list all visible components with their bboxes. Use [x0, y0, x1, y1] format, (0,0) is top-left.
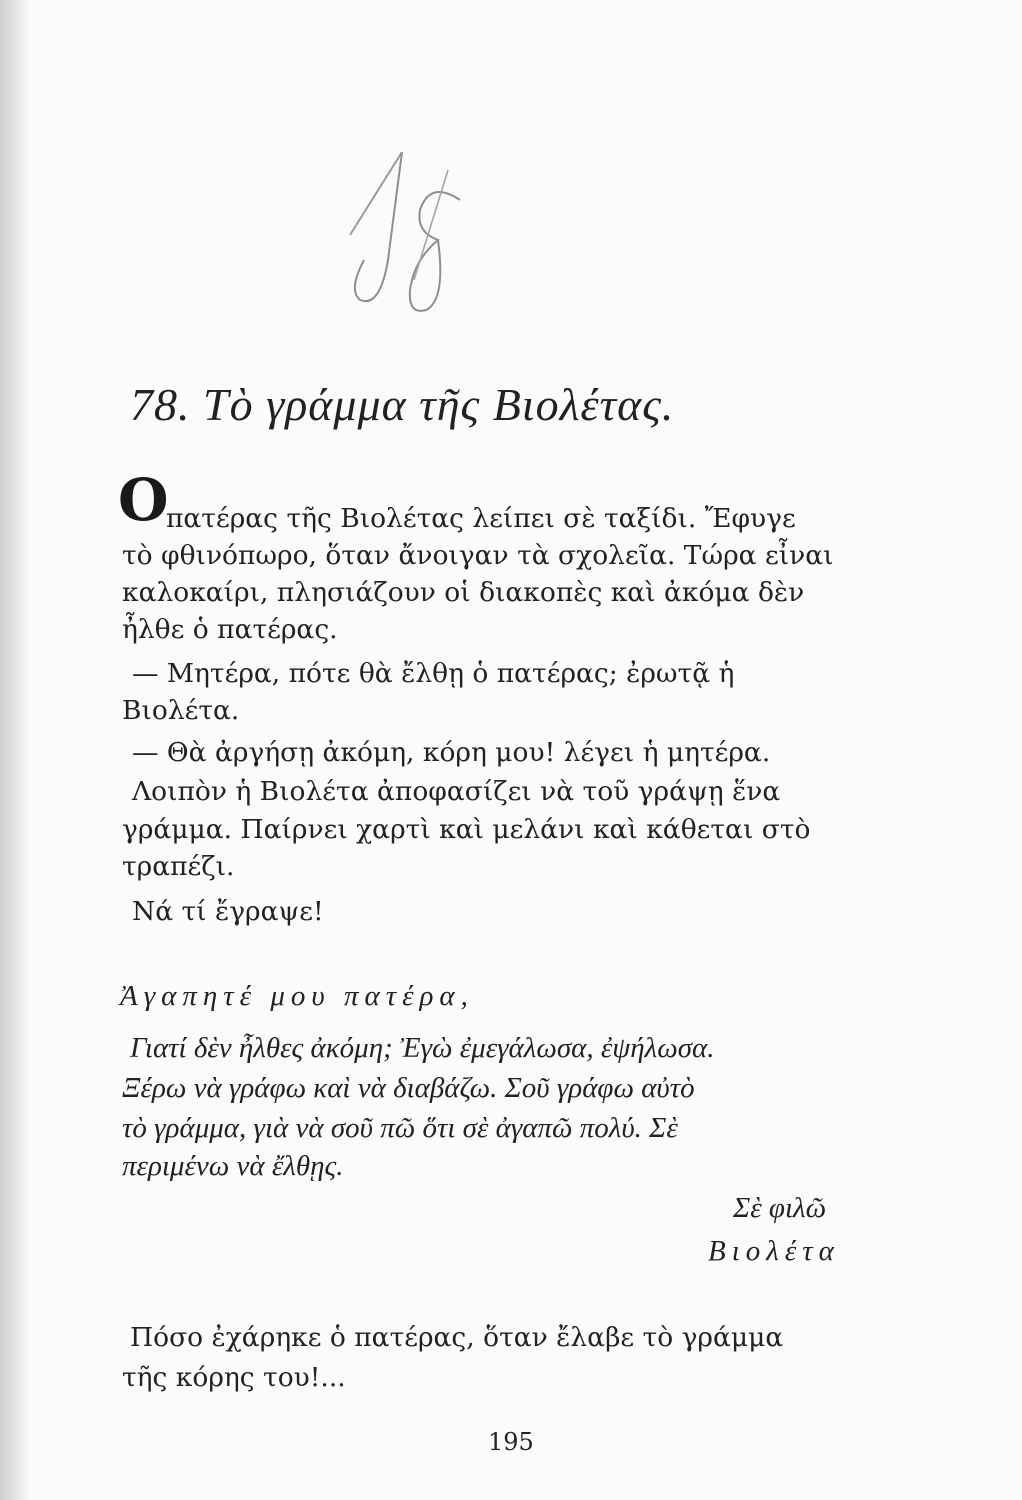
- text-line: τὸ φθινόπωρο, ὅταν ἄνοιγαν τὰ σχολεῖα. Τώρα εἶναι: [122, 540, 834, 571]
- text-line: ἦλθε ὁ πατέρας.: [122, 614, 338, 645]
- letter-line: Ξέρω νὰ γράφω καὶ νὰ διαβάζω. Σοῦ γράφω αὐτὸ: [122, 1072, 695, 1104]
- dialogue-line: — Μητέρα, πότε θὰ ἔλθῃ ὁ πατέρας; ἐρωτᾷ ἡ: [132, 658, 735, 689]
- letter-line: περιμένω νὰ ἔλθῃς.: [122, 1150, 344, 1182]
- page-title: 78. Τὸ γράμμα τῆς Βιολέτας.: [130, 379, 675, 430]
- text-line: καλοκαίρι, πλησιάζουν οἱ διακοπὲς καὶ ἀκόμα δὲν: [122, 577, 805, 608]
- pencil-number-mark: [330, 140, 470, 340]
- ending-line: τῆς κόρης του!...: [122, 1362, 346, 1393]
- page-number: 195: [488, 1428, 534, 1456]
- letter-closing: Σὲ φιλῶ: [733, 1192, 827, 1224]
- letter-signature: Βιολέτα: [708, 1235, 840, 1267]
- text-line: Νά τί ἔγραψε!: [132, 896, 324, 927]
- dialogue-line: Βιολέτα.: [122, 695, 240, 726]
- dialogue-line: — Θὰ ἀργήσῃ ἀκόμη, κόρη μου! λέγει ἡ μητέρα.: [132, 737, 771, 768]
- text-line: πατέρας τῆς Βιολέτας λείπει σὲ ταξίδι. Ἔφυγε: [166, 503, 796, 534]
- text-line: γράμμα. Παίρνει χαρτὶ καὶ μελάνι καὶ κάθεται στὸ: [122, 814, 811, 845]
- letter-salutation: Ἀγαπητέ μου πατέρα,: [120, 980, 474, 1012]
- text-line: Λοιπὸν ἡ Βιολέτα ἀποφασίζει νὰ τοῦ γράψῃ ἕνα: [132, 776, 781, 807]
- page-edge-shadow: [0, 0, 30, 1500]
- ending-line: Πόσο ἐχάρηκε ὁ πατέρας, ὅταν ἔλαβε τὸ γράμμα: [130, 1322, 784, 1353]
- letter-line: Γιατί δὲν ἦλθες ἀκόμη; Ἐγὼ ἐμεγάλωσα, ἐψήλωσα.: [130, 1032, 715, 1064]
- letter-line: τὸ γράμμα, γιὰ νὰ σοῦ πῶ ὅτι σὲ ἀγαπῶ πολύ. Σὲ: [122, 1112, 678, 1144]
- text-line: τραπέζι.: [122, 851, 235, 882]
- drop-cap: Ο: [118, 466, 169, 534]
